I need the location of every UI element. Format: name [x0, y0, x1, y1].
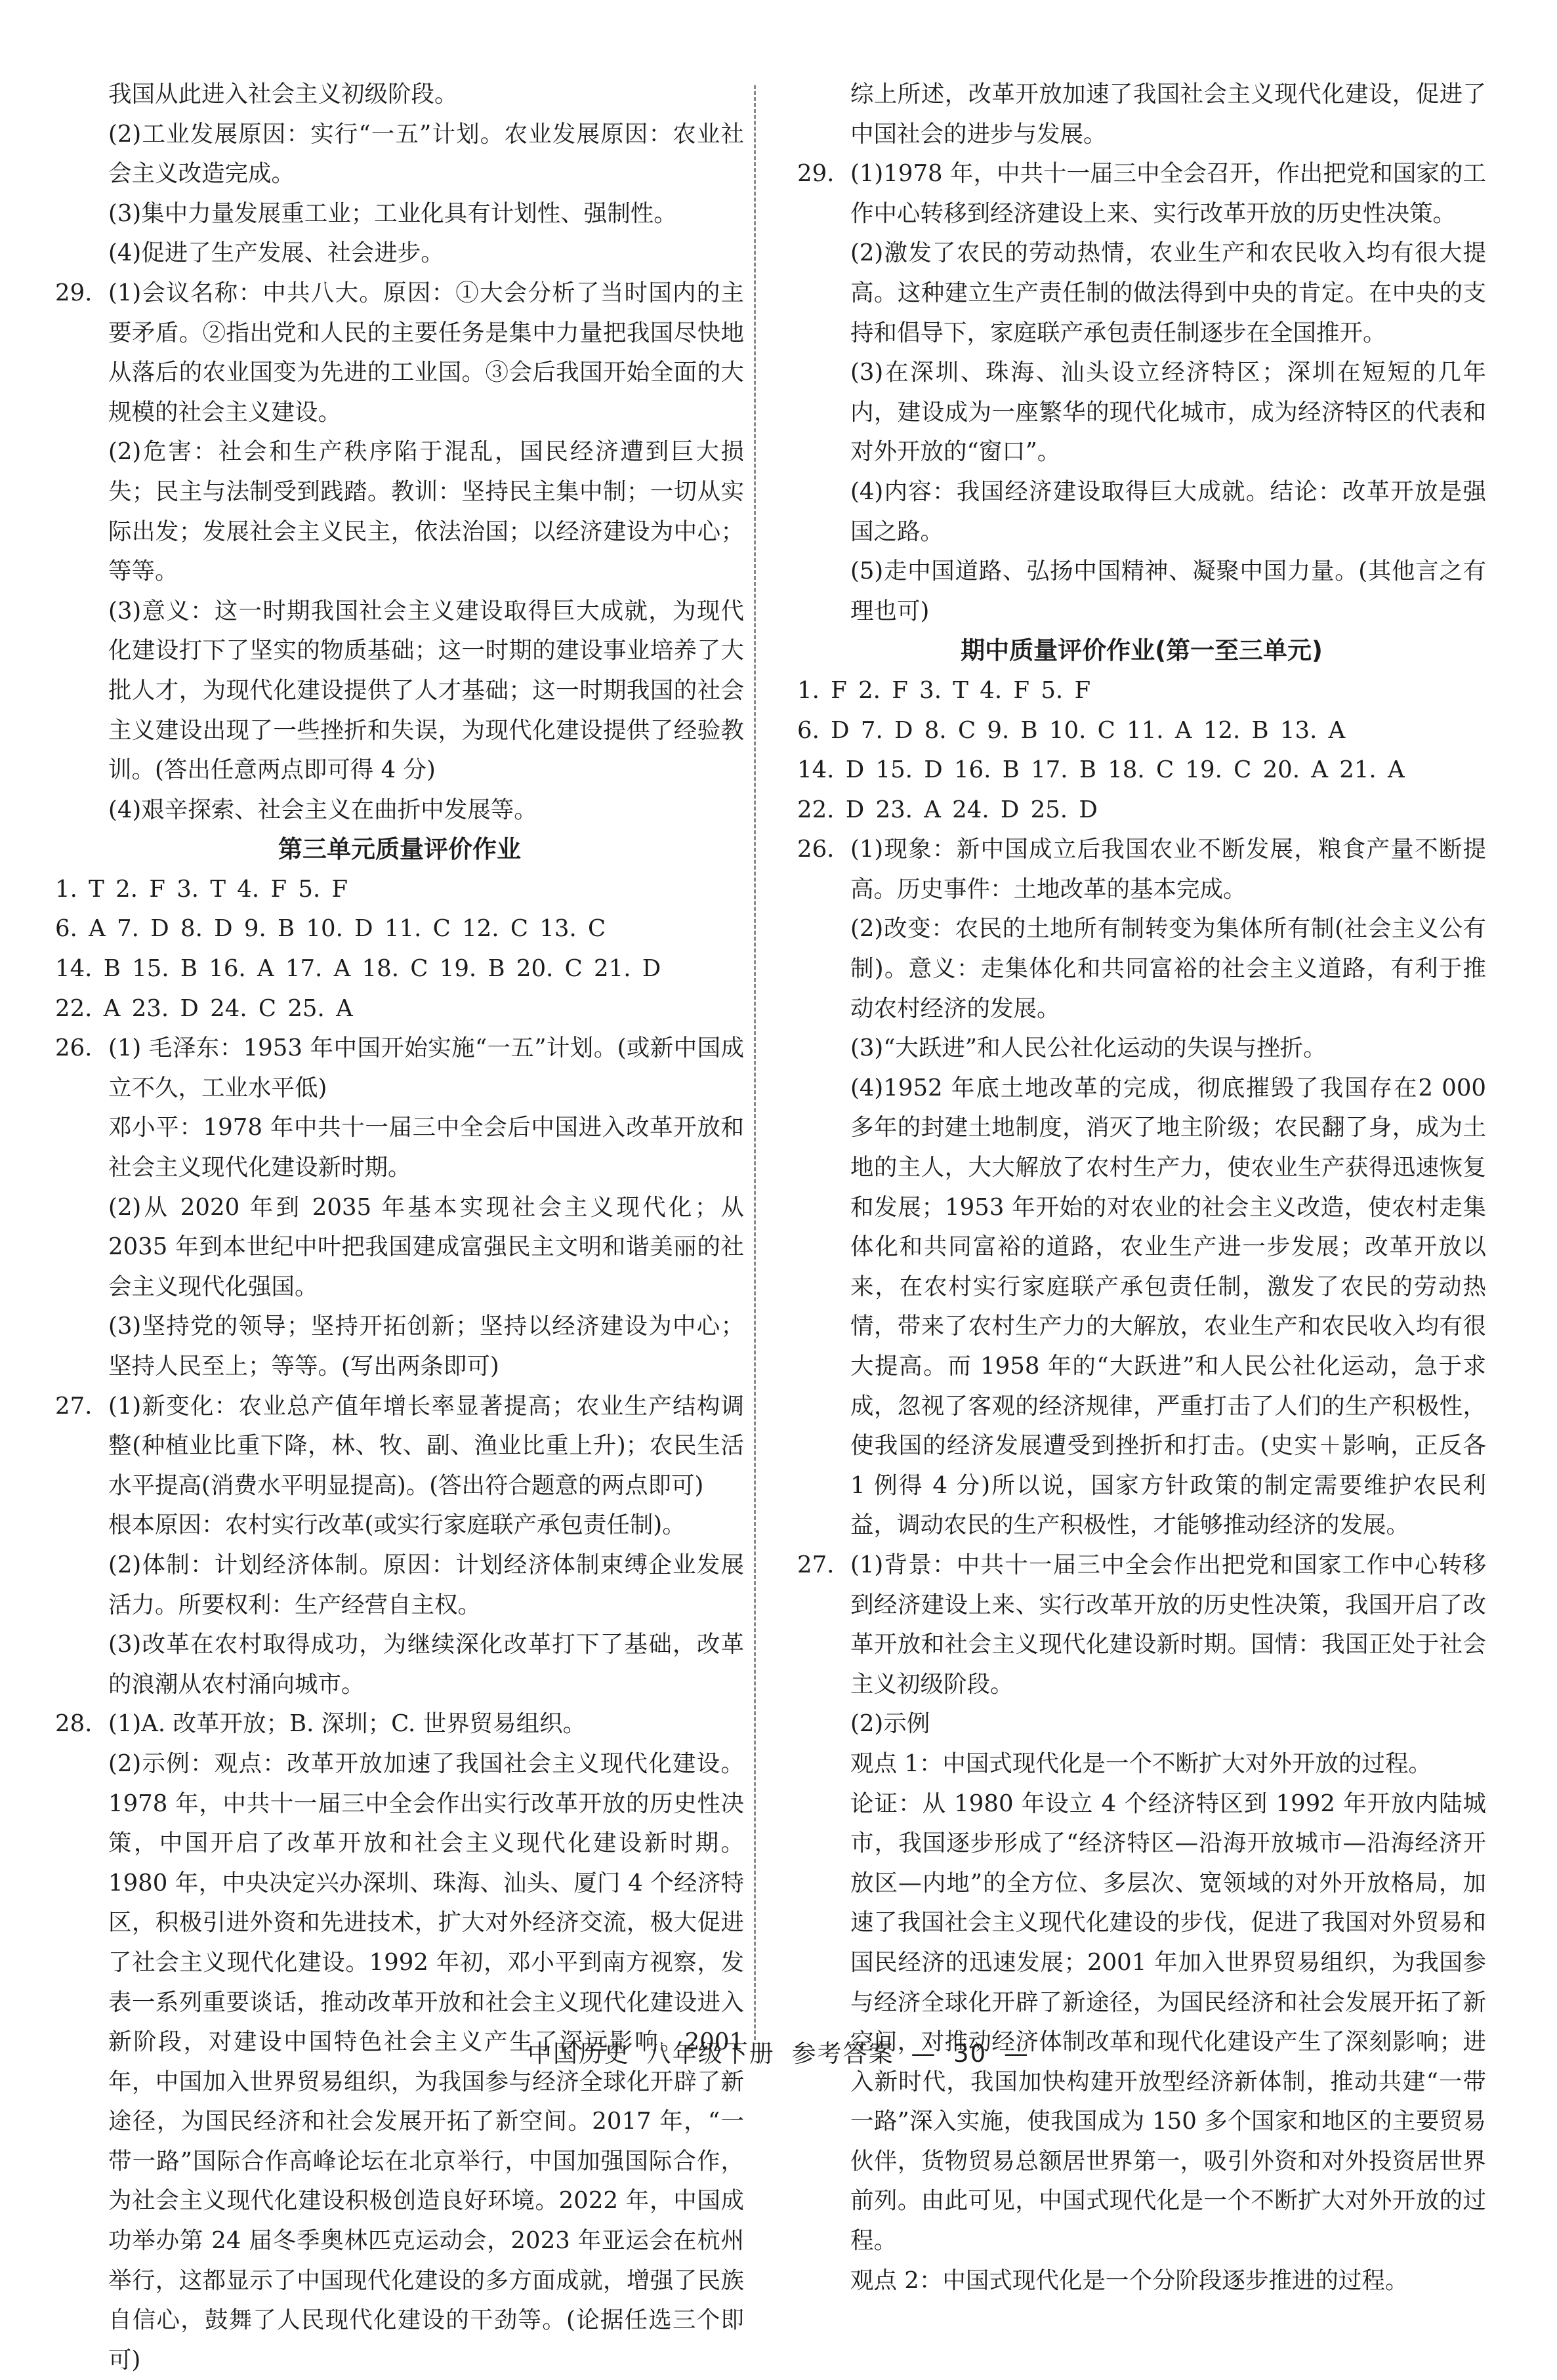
question-26 [55, 1029, 744, 1386]
choice-answers: 14. D 15. D 16. B 17. B 18. C 19. C 20. A 21. A [797, 756, 1405, 784]
answer-text: (5)走中国道路、弘扬中国精神、凝聚中国力量。(其他言之有理也可) [850, 558, 1486, 625]
choice-answers: 6. D 7. D 8. C 9. B 10. C 11. A 12. B 13. A [797, 716, 1346, 744]
choice-answers: 14. B 15. B 16. A 17. A 18. C 19. B 20. C 21. D [55, 955, 661, 983]
choice-answers: 22. D 23. A 24. D 25. D [797, 796, 1098, 823]
question-27 [55, 1387, 744, 1705]
question-number: 26. [797, 836, 835, 863]
answer-text: (1)会议名称：中共八大。原因：①大会分析了当时国内的主要矛盾。②指出党和人民的主要任务是集中力量把我国尽快地从落后的农业国变为先进的工业国。③会后我国开始全面的大规模的社会主义建设。 [108, 279, 744, 426]
question-29 [797, 154, 1486, 631]
answer-text: (1)背景：中共十一届三中全会作出把党和国家工作中心转移到经济建设上来、实行改革开放的历史性决策，我国开启了改革开放和社会主义现代化建设新时期。国情：我国正处于社会主义初级阶段。 [850, 1551, 1486, 1698]
answer-text: 论证：从 1980 年设立 4 个经济特区到 1992 年开放内陆城市，我国逐步形成了“经济特区—沿海开放城市—沿海经济开放区—内地”的全方位、多层次、宽领域的对外开放格局，加速了我国社会主义现代化建设的步伐，促进了我国对外贸易和国民经济的迅速发展；2001 年加入世界贸易组织，为我国参与经济全球化开辟了新途径，为国民经济和社会发展开拓了新空间，对推动经济体制改革和现代化建设产生了深刻影响；进入新时代，我国加快构建开放型经济新体制，推动共建“一带一路”深入实施，使我国成为 150 多个国家和地区的主要贸易伙伴，货物贸易总额居世界第一，吸引外资和对外投资居世界前列。由此可见，中国式现代化是一个不断扩大对外开放的过程。 [850, 1790, 1486, 2255]
answer-text: (3)集中力量发展重工业；工业化具有计划性、强制性。 [108, 199, 677, 227]
answer-text: 我国从此进入社会主义初级阶段。 [108, 81, 458, 108]
question-number: 27. [797, 1551, 835, 1578]
right-column [797, 75, 1486, 2301]
choice-answers: 1. T 2. F 3. T 4. F 5. F [55, 875, 348, 903]
question-number: 28. [55, 1710, 93, 1738]
answer-text: 观点 1：中国式现代化是一个不断扩大对外开放的过程。 [850, 1750, 1432, 1777]
answer-text: (1) 毛泽东：1953 年中国开始实施“一五”计划。(或新中国成立不久，工业水平低) [108, 1035, 744, 1101]
answer-text: (2)危害：社会和生产秩序陷于混乱，国民经济遭到巨大损失；民主与法制受到践踏。教训：坚持民主集中制；一切从实际出发；发展社会主义民主，依法治国；以经济建设为中心；等等。 [108, 438, 744, 585]
answer-text: (3)在深圳、珠海、汕头设立经济特区；深圳在短短的几年内，建设成为一座繁华的现代化城市，成为经济特区的代表和对外开放的“窗口”。 [850, 359, 1486, 466]
choice-answers: 1. F 2. F 3. T 4. F 5. F [797, 676, 1091, 704]
question-27 [797, 1546, 1486, 2301]
answer-text: (4)艰辛探索、社会主义在曲折中发展等。 [108, 796, 537, 823]
choice-answers: 22. A 23. D 24. C 25. A [55, 995, 353, 1022]
answer-text: (3)意义：这一时期我国社会主义建设取得巨大成就，为现代化建设打下了坚实的物质基础；这一时期的建设事业培养了大批人才，为现代化建设提供了人才基础；这一时期我国的社会主义建设出现了一些挫折和失误，为现代化建设提供了经验教训。(答出任意两点即可得 4 分) [108, 597, 744, 784]
question-number: 26. [55, 1035, 93, 1062]
question-number: 29. [797, 160, 835, 188]
section-title: 期中质量评价作业(第一至三单元) [961, 636, 1323, 665]
answer-text: (3)坚持党的领导；坚持开拓创新；坚持以经济建设为中心；坚持人民至上；等等。(写出两条即可) [108, 1313, 744, 1380]
answer-text: (3)“大跃进”和人民公社化运动的失误与挫折。 [850, 1035, 1327, 1062]
answer-text: (1)A. 改革开放；B. 深圳；C. 世界贸易组织。 [108, 1710, 587, 1738]
answer-text: (1)1978 年，中共十一届三中全会召开，作出把党和国家的工作中心转移到经济建设上来、实行改革开放的历史性决策。 [850, 160, 1486, 227]
answer-text: (3)改革在农村取得成功，为继续深化改革打下了基础，改革的浪潮从农村涌向城市。 [108, 1631, 744, 1698]
answer-text: 观点 2：中国式现代化是一个分阶段逐步推进的过程。 [850, 2267, 1409, 2294]
answer-text: (2)从 2020 年到 2035 年基本实现社会主义现代化；从 2035 年到本世纪中叶把我国建成富强民主文明和谐美丽的社会主义现代化强国。 [108, 1193, 744, 1300]
question-29 [55, 274, 744, 830]
choice-answers: 6. A 7. D 8. D 9. B 10. D 11. C 12. C 13. C [55, 915, 606, 943]
answer-text: 综上所述，改革开放加速了我国社会主义现代化建设，促进了中国社会的进步与发展。 [850, 81, 1486, 148]
column-divider [754, 85, 756, 2040]
question-26 [797, 830, 1486, 1546]
answer-text: (2)工业发展原因：实行“一五”计划。农业发展原因：农业社会主义改造完成。 [108, 120, 744, 188]
question-number: 29. [55, 279, 93, 306]
answer-text: (2)体制：计划经济体制。原因：计划经济体制束缚企业发展活力。所要权利：生产经营自主权。 [108, 1551, 744, 1618]
question-number: 27. [55, 1392, 93, 1420]
answer-text: (2)激发了农民的劳动热情，农业生产和农民收入均有很大提高。这种建立生产责任制的做法得到中央的肯定。在中央的支持和倡导下，家庭联产承包责任制逐步在全国推开。 [850, 239, 1486, 346]
answer-text: (1)现象：新中国成立后我国农业不断发展，粮食产量不断提高。历史事件：土地改革的基本完成。 [850, 836, 1486, 903]
answer-text: (4)内容：我国经济建设取得巨大成就。结论：改革开放是强国之路。 [850, 478, 1486, 545]
answer-text: (2)示例 [850, 1710, 930, 1738]
answer-text: (2)示例：观点：改革开放加速了我国社会主义现代化建设。1978 年，中共十一届三中全会作出实行改革开放的历史性决策，中国开启了改革开放和社会主义现代化建设新时期。1980 年，中央决定兴办深圳、珠海、汕头、厦门 4 个经济特区，积极引进外资和先进技术，扩大对外经济交流，极大促进了社会主义现代化建设。1992 年初，邓小平到南方视察，发表一系列重要谈话，推动改革开放和社会主义现代化建设进入新阶段，对建设中国特色社会主义产生了深远影响。2001 年，中国加入世界贸易组织，为我国参与经济全球化开辟了新途径，为国民经济和社会发展开拓了新空间。2017 年，“一带一路”国际合作高峰论坛在北京举行，中国加强国际合作，为社会主义现代化建设积极创造良好环境。2022 年，中国成功举办第 24 届冬季奥林匹克运动会，2023 年亚运会在杭州举行，这都显示了中国现代化建设的多方面成就，增强了民族自信心，鼓舞了人民现代化建设的干劲等。(论据任选三个即可) [108, 1750, 744, 2373]
answer-text: (4)1952 年底土地改革的完成，彻底摧毁了我国存在2 000 多年的封建土地制度，消灭了地主阶级；农民翻了身，成为土地的主人，大大解放了农村生产力，使农业生产获得迅速恢复和发展；1953 年开始的对农业的社会主义改造，使农村走集体化和共同富裕的道路，农业生产进一步发展；改革开放以来，在农村实行家庭联产承包责任制，激发了农民的劳动热情，带来了农村生产力的大解放，农业生产和农民收入均有很大提高。而 1958 年的“大跃进”和人民公社化运动，急于求成，忽视了客观的经济规律，严重打击了人们的生产积极性，使我国的经济发展遭受到挫折和打击。(史实＋影响，正反各 1 例得 4 分)所以说，国家方针政策的制定需要维护农民利益，调动农民的生产积极性，才能够推动经济的发展。 [850, 1074, 1486, 1539]
answer-text: (4)促进了生产发展、社会进步。 [108, 239, 444, 267]
section-title: 第三单元质量评价作业 [278, 835, 521, 864]
answer-text: 邓小平：1978 年中共十一届三中全会后中国进入改革开放和社会主义现代化建设新时期。 [108, 1114, 744, 1181]
page-footer: 中国历史 八年级下册 参考答案 — 30 — [528, 2040, 1029, 2068]
answer-text: 根本原因：农村实行改革(或实行家庭联产承包责任制)。 [108, 1511, 686, 1539]
answer-text: (1)新变化：农业总产值年增长率显著提高；农业生产结构调整(种植业比重下降，林、牧、副、渔业比重上升)；农民生活水平提高(消费水平明显提高)。(答出符合题意的两点即可) [108, 1392, 744, 1499]
answer-text: (2)改变：农民的土地所有制转变为集体所有制(社会主义公有制)。意义：走集体化和共同富裕的社会主义道路，有利于推动农村经济的发展。 [850, 915, 1486, 1022]
